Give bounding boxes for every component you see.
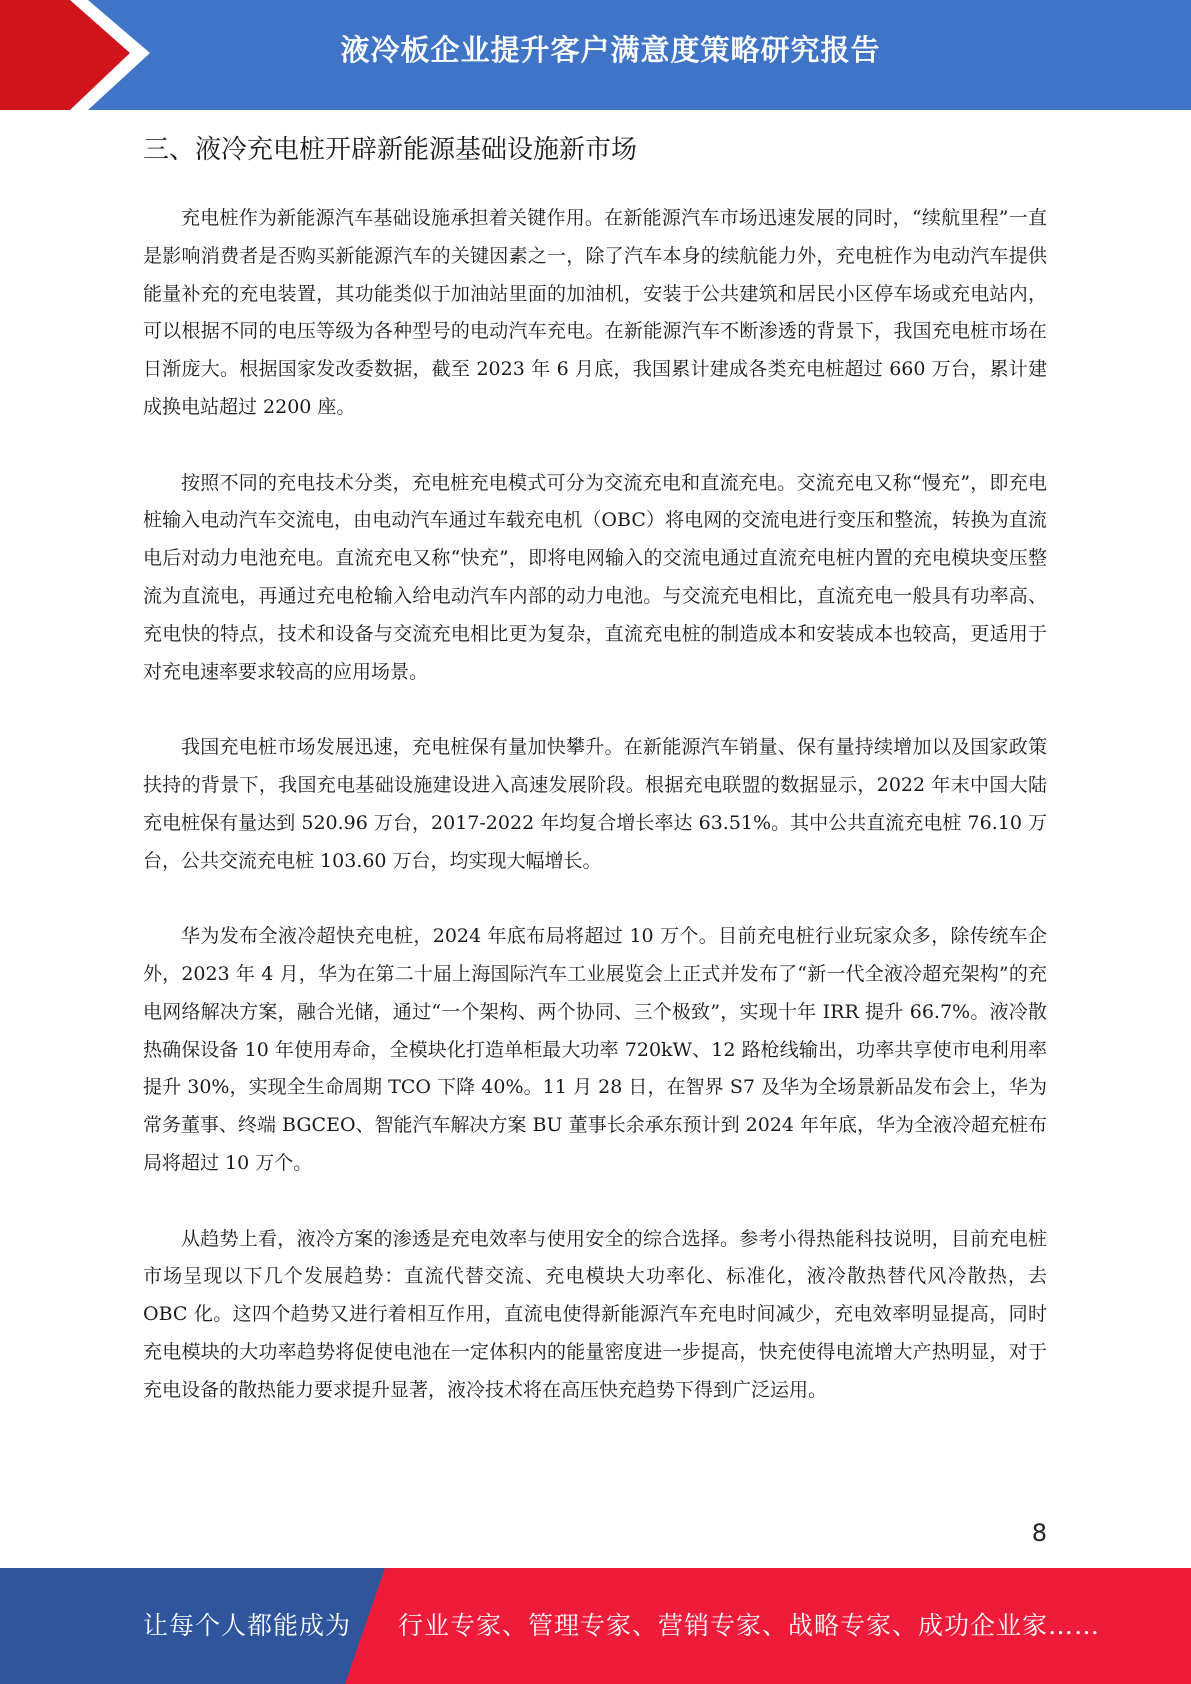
page-number: 8 <box>1031 1519 1047 1547</box>
main-content <box>143 130 1047 1447</box>
page-header <box>0 0 1191 110</box>
section-heading: 三、液冷充电桩开辟新能源基础设施新市场 <box>143 135 638 165</box>
paragraph-4: 华为发布全液冷超快充电桩，2024 年底布局将超过 10 万个。目前充电桩行业玩家众多，除传统车企外，2023 年 4 月，华为在第二十届上海国际汽车工业展览会上正式并发布了“新一代全液冷超充架构”的充电网络解决方案，融合光储，通过“一个架构、两个协同、三个极致”，实现十年 IRR 提升 66.7%。液冷散热确保设备 10 年使用寿命，全模块化打造单柜最大功率 720kW、12 路枪线输出，功率共享使市电利用率提升 30%，实现全生命周期 TCO 下降 40%。11 月 28 日，在智界 S7 及华为全场景新品发布会上，华为常务董事、终端 BGCEO、智能汽车解决方案 BU 董事长余承东预计到 2024 年年底，华为全液冷超充桩布局将超过 10 万个。 <box>143 925 1048 1174</box>
paragraph-5: 从趋势上看，液冷方案的渗透是充电效率与使用安全的综合选择。参考小得热能科技说明，目前充电桩市场呈现以下几个发展趋势：直流代替交流、充电模块大功率化、标准化，液冷散热替代风冷散热，去 OBC 化。这四个趋势又进行着相互作用，直流电使得新能源汽车充电时间减少，充电效率明显提高，同时充电模块的大功率趋势将促使电池在一定体积内的能量密度进一步提高，快充使得电流增大产热明显，对于充电设备的散热能力要求提升显著，液冷技术将在高压快充趋势下得到广泛运用。 <box>143 1227 1047 1401</box>
paragraph-1: 充电桩作为新能源汽车基础设施承担着关键作用。在新能源汽车市场迅速发展的同时，“续航里程”一直是影响消费者是否购买新能源汽车的关键因素之一，除了汽车本身的续航能力外，充电桩作为电动汽车提供能量补充的充电装置，其功能类似于加油站里面的加油机，安装于公共建筑和居民小区停车场或充电站内，可以根据不同的电压等级为各种型号的电动汽车充电。在新能源汽车不断渗透的背景下，我国充电桩市场在日渐庞大。根据国家发改委数据，截至 2023 年 6 月底，我国累计建成各类充电桩超过 660 万台，累计建成换电站超过 2200 座。 <box>143 207 1047 418</box>
header-chevron-icon <box>0 0 150 110</box>
paragraph-2: 按照不同的充电技术分类，充电桩充电模式可分为交流充电和直流充电。交流充电又称“慢充”，即充电桩输入电动汽车交流电，由电动汽车通过车载充电机（OBC）将电网的交流电进行变压和整流，转换为直流电后对动力电池充电。直流充电又称“快充”，即将电网输入的交流电通过直流充电桩内置的充电模块变压整流为直流电，再通过充电枪输入给电动汽车内部的动力电池。与交流充电相比，直流充电一般具有功率高、充电快的特点，技术和设备与交流充电相比更为复杂，直流充电桩的制造成本和安装成本也较高，更适用于对充电速率要求较高的应用场景。 <box>143 471 1047 683</box>
footer-slogan-left: 让每个人都能成为 <box>143 1611 352 1640</box>
paragraph-3: 我国充电桩市场发展迅速，充电桩保有量加快攀升。在新能源汽车销量、保有量持续增加以及国家政策扶持的背景下，我国充电基础设施建设进入高速发展阶段。根据充电联盟的数据显示，2022 年末中国大陆充电桩保有量达到 520.96 万台，2017-2022 年均复合增长率达 63.51%。其中公共直流充电桩 76.10 万台，公共交流充电桩 103.60 万台，均实现大幅增长。 <box>143 736 1047 872</box>
footer-slogan-right: 行业专家、管理专家、营销专家、战略专家、成功企业家…… <box>398 1611 1101 1640</box>
page-footer <box>0 1568 1191 1684</box>
report-title: 液冷板企业提升客户满意度策略研究报告 <box>340 33 881 67</box>
